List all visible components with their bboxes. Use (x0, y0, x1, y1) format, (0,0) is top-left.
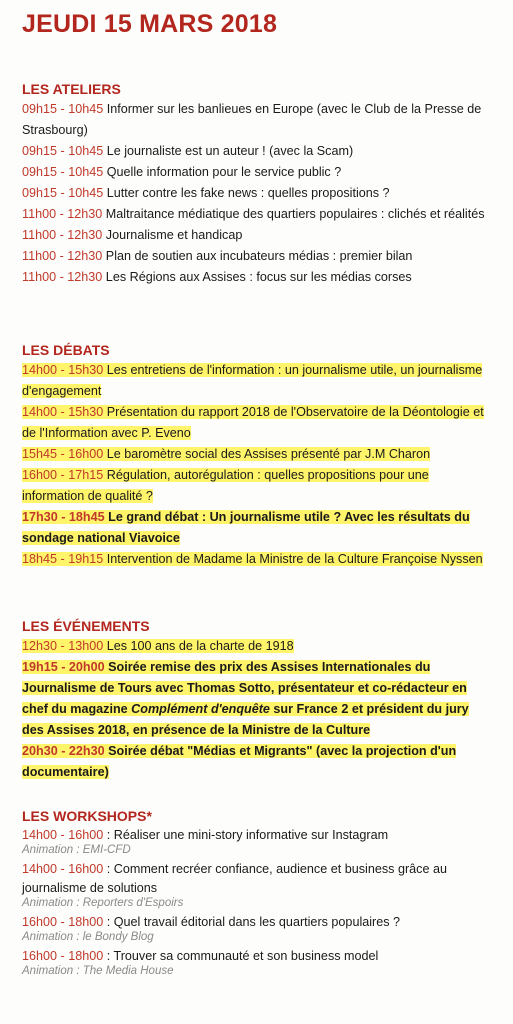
section-heading: LES WORKSHOPS* (22, 808, 152, 824)
item-text: : Réaliser une mini-story informative sur Instagram (103, 828, 389, 842)
list-item (22, 204, 492, 225)
section-heading: LES DÉBATS (22, 342, 110, 358)
time-range: 15h45 - 16h00 (22, 447, 104, 461)
item-text: : Quel travail éditorial dans les quartiers populaires ? (103, 915, 401, 929)
time-range: 11h00 - 12h30 (22, 207, 103, 221)
item-text: Le grand débat : Un journalisme utile ? Avec les résultats du sondage national Viavoice (22, 510, 470, 545)
time-range: 14h00 - 16h00 (22, 828, 104, 842)
item-text: sur France 2 et président du jury des Assises 2018, en présence de la Ministre de la Culture (22, 702, 469, 737)
item-text: Soirée remise des prix des Assises Internationales du Journalisme de Tours avec Thomas Sotto, présentateur et co-rédacteur en chef du magazine (22, 660, 467, 716)
list-item (22, 162, 492, 183)
item-text: : Trouver sa communauté et son business model (103, 949, 379, 963)
animation-credit: Animation : The Media House (22, 965, 174, 977)
time-range: 16h00 - 17h15 (22, 468, 104, 482)
list-item (22, 183, 492, 204)
list-item (22, 141, 492, 162)
item-text: Les Régions aux Assises : focus sur les médias corses (102, 270, 412, 284)
time-range: 11h00 - 12h30 (22, 228, 103, 242)
time-range: 14h00 - 16h00 (22, 862, 104, 876)
time-range: 09h15 - 10h45 (22, 165, 104, 179)
list-item (22, 657, 492, 741)
time-range: 16h00 - 18h00 (22, 949, 104, 963)
time-range: 09h15 - 10h45 (22, 102, 104, 116)
list-item (22, 402, 492, 444)
time-range: 16h00 - 18h00 (22, 915, 104, 929)
list-item (22, 246, 492, 267)
time-range: 09h15 - 10h45 (22, 144, 104, 158)
list-item (22, 360, 492, 402)
item-text: Le baromètre social des Assises présenté par J.M Charon (103, 447, 431, 461)
section-workshops (22, 806, 492, 981)
item-text: : Comment recréer confiance, audience et business grâce au journalisme de solutions (22, 862, 447, 895)
list-item (22, 741, 492, 783)
list-item (22, 549, 492, 570)
time-range: 19h15 - 20h00 (22, 660, 105, 674)
time-range: 14h00 - 15h30 (22, 405, 104, 419)
time-range: 20h30 - 22h30 (22, 744, 105, 758)
time-range: 11h00 - 12h30 (22, 249, 103, 263)
time-range: 09h15 - 10h45 (22, 186, 104, 200)
item-text: Maltraitance médiatique des quartiers populaires : clichés et réalités (102, 207, 485, 221)
item-text: Quelle information pour le service public ? (103, 165, 342, 179)
item-text: Les 100 ans de la charte de 1918 (103, 639, 294, 653)
section-heading: LES ÉVÉNEMENTS (22, 618, 150, 634)
time-range: 12h30 - 13h00 (22, 639, 104, 653)
list-item (22, 444, 492, 465)
section-ateliers (22, 79, 492, 288)
item-text: Intervention de Madame la Ministre de la Culture Françoise Nyssen (103, 552, 483, 566)
item-text: Informer sur les banlieues en Europe (avec le Club de la Presse de Strasbourg) (22, 102, 482, 137)
list-item (22, 636, 492, 657)
animation-credit: Animation : le Bondy Blog (22, 931, 154, 943)
time-range: 17h30 - 18h45 (22, 510, 105, 524)
list-item (22, 267, 492, 288)
animation-credit: Animation : EMI-CFD (22, 844, 131, 856)
item-text: Présentation du rapport 2018 de l'Observatoire de la Déontologie et de l'Information avec P. Eveno (22, 405, 484, 440)
list-item (22, 465, 492, 507)
section-debats (22, 340, 492, 570)
item-text: Journalisme et handicap (102, 228, 243, 242)
item-text: Le journaliste est un auteur ! (avec la Scam) (103, 144, 354, 158)
item-text: Régulation, autorégulation : quelles propositions pour une information de qualité ? (22, 468, 429, 503)
item-text: Les entretiens de l'information : un journalisme utile, un journalisme d'engagement (22, 363, 483, 398)
animation-credit: Animation : Reporters d'Espoirs (22, 897, 184, 909)
page-title: JEUDI 15 MARS 2018 (22, 10, 278, 38)
list-item (22, 860, 492, 898)
item-text: Lutter contre les fake news : quelles propositions ? (103, 186, 390, 200)
item-text: Plan de soutien aux incubateurs médias : premier bilan (102, 249, 413, 263)
time-range: 18h45 - 19h15 (22, 552, 104, 566)
time-range: 11h00 - 12h30 (22, 270, 103, 284)
list-item (22, 225, 492, 246)
magazine-title: Complément d'enquête (131, 702, 270, 716)
section-evenements (22, 616, 492, 783)
section-heading: LES ATELIERS (22, 81, 121, 97)
list-item (22, 507, 492, 549)
item-text: Soirée débat "Médias et Migrants" (avec la projection d'un documentaire) (22, 744, 457, 779)
list-item (22, 99, 492, 141)
time-range: 14h00 - 15h30 (22, 363, 104, 377)
